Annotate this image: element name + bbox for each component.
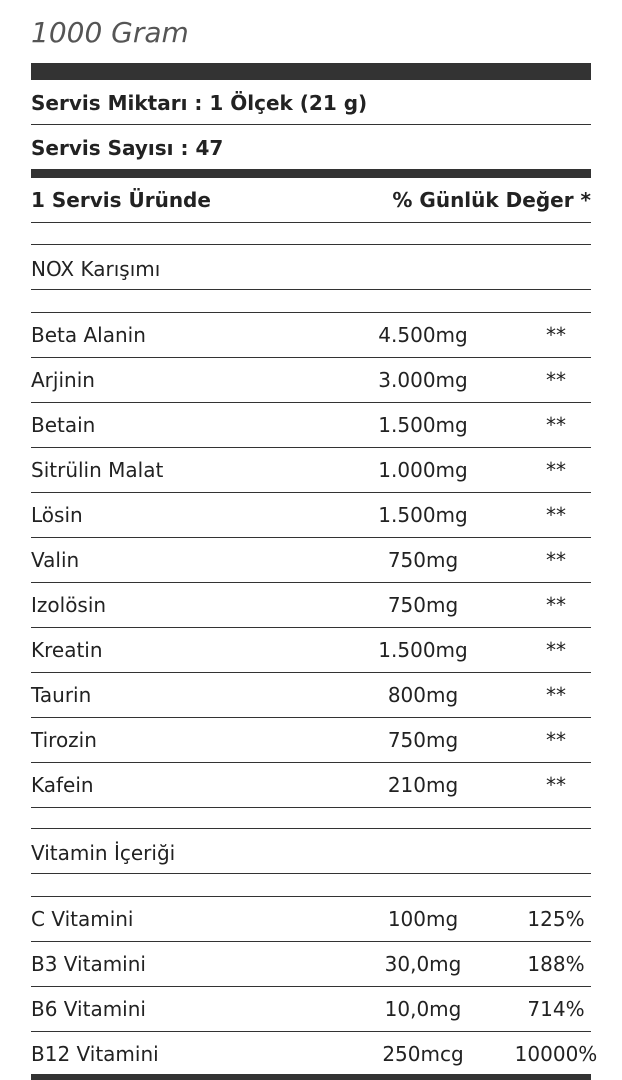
daily-value: 714% bbox=[527, 997, 585, 1021]
daily-value: ** bbox=[546, 368, 566, 392]
daily-value: ** bbox=[546, 548, 566, 572]
ingredient-name: Lösin bbox=[31, 503, 83, 527]
ingredient-amount: 1.500mg bbox=[378, 503, 468, 527]
product-weight-title: 1000 Gram bbox=[31, 16, 189, 49]
daily-value: 188% bbox=[527, 952, 585, 976]
ingredient-name: Beta Alanin bbox=[31, 323, 146, 347]
ingredient-name: Betain bbox=[31, 413, 96, 437]
divider bbox=[31, 986, 591, 987]
ingredient-name: B3 Vitamini bbox=[31, 952, 146, 976]
divider bbox=[31, 717, 591, 718]
ingredient-name: Valin bbox=[31, 548, 80, 572]
ingredient-name: Kafein bbox=[31, 773, 94, 797]
daily-value: ** bbox=[546, 458, 566, 482]
ingredient-amount: 1.500mg bbox=[378, 638, 468, 662]
divider bbox=[31, 896, 591, 897]
bottom-thick-bar bbox=[31, 1074, 591, 1080]
divider bbox=[31, 762, 591, 763]
daily-value: ** bbox=[546, 683, 566, 707]
ingredient-amount: 4.500mg bbox=[378, 323, 468, 347]
divider bbox=[31, 828, 591, 829]
serving-size-text: Servis Miktarı : 1 Ölçek (21 g) bbox=[31, 91, 368, 115]
divider bbox=[31, 244, 591, 245]
ingredient-name: B12 Vitamini bbox=[31, 1042, 159, 1066]
ingredient-amount: 800mg bbox=[387, 683, 459, 707]
ingredient-name: Tirozin bbox=[31, 728, 97, 752]
divider bbox=[31, 672, 591, 673]
ingredient-amount: 10,0mg bbox=[384, 997, 462, 1021]
ingredient-amount: 1.000mg bbox=[378, 458, 468, 482]
ingredient-amount: 100mg bbox=[387, 907, 459, 931]
mid-thick-bar bbox=[31, 169, 591, 178]
top-thick-bar bbox=[31, 63, 591, 80]
daily-value: ** bbox=[546, 638, 566, 662]
divider bbox=[31, 537, 591, 538]
column-header-left: 1 Servis Üründe bbox=[31, 188, 211, 212]
ingredient-name: Arjinin bbox=[31, 368, 95, 392]
divider bbox=[31, 357, 591, 358]
section-title-text: Vitamin İçeriği bbox=[31, 841, 176, 865]
daily-value: ** bbox=[546, 413, 566, 437]
divider bbox=[31, 582, 591, 583]
ingredient-amount: 750mg bbox=[387, 728, 459, 752]
daily-value: ** bbox=[546, 323, 566, 347]
divider bbox=[31, 289, 591, 290]
section-title-text: NOX Karışımı bbox=[31, 257, 161, 281]
ingredient-name: Taurin bbox=[31, 683, 92, 707]
divider bbox=[31, 873, 591, 874]
divider bbox=[31, 312, 591, 313]
daily-value: ** bbox=[546, 728, 566, 752]
ingredient-name: Sitrülin Malat bbox=[31, 458, 164, 482]
divider bbox=[31, 447, 591, 448]
ingredient-amount: 210mg bbox=[387, 773, 459, 797]
ingredient-name: B6 Vitamini bbox=[31, 997, 146, 1021]
divider bbox=[31, 492, 591, 493]
ingredient-name: Kreatin bbox=[31, 638, 103, 662]
divider bbox=[31, 627, 591, 628]
ingredient-amount: 3.000mg bbox=[378, 368, 468, 392]
ingredient-name: C Vitamini bbox=[31, 907, 134, 931]
divider bbox=[31, 941, 591, 942]
ingredient-amount: 750mg bbox=[387, 548, 459, 572]
divider bbox=[31, 124, 591, 125]
column-header-right: % Günlük Değer * bbox=[392, 188, 591, 212]
servings-count-text: Servis Sayısı : 47 bbox=[31, 136, 224, 160]
divider bbox=[31, 1031, 591, 1032]
ingredient-amount: 250mcg bbox=[382, 1042, 464, 1066]
ingredient-amount: 750mg bbox=[387, 593, 459, 617]
daily-value: ** bbox=[546, 503, 566, 527]
ingredient-amount: 1.500mg bbox=[378, 413, 468, 437]
divider bbox=[31, 402, 591, 403]
daily-value: 125% bbox=[527, 907, 585, 931]
ingredient-name: Izolösin bbox=[31, 593, 107, 617]
ingredient-amount: 30,0mg bbox=[384, 952, 462, 976]
divider bbox=[31, 222, 591, 223]
daily-value: ** bbox=[546, 593, 566, 617]
daily-value: ** bbox=[546, 773, 566, 797]
divider bbox=[31, 807, 591, 808]
daily-value: 10000% bbox=[514, 1042, 598, 1066]
